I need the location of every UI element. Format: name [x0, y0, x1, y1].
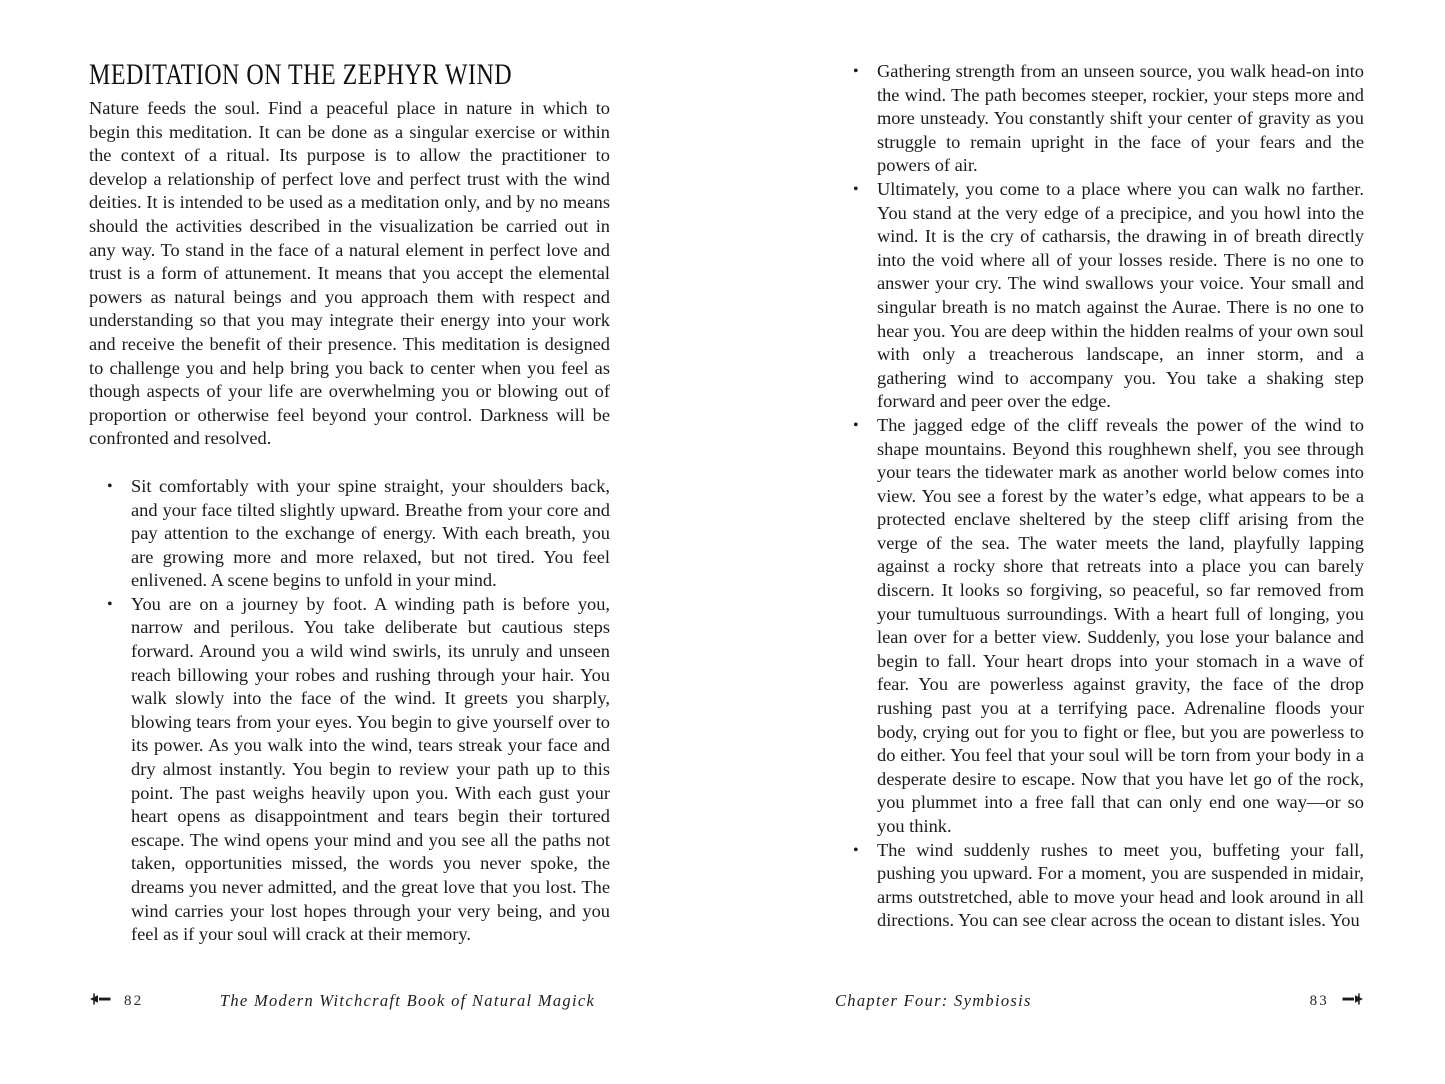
- page-number: 82: [124, 992, 144, 1009]
- bullet-dot-icon: •: [853, 63, 859, 80]
- list-item-text: You are on a journey by foot. A winding path is before you, narrow and perilous. You take deliberate but cautious steps forward. Around you a wild wind swirls, its unruly and unseen reach billowing your robes and rushing through your hair. You walk slowly into the face of the wind. It greets you sharply, blowing tears from your eyes. You begin to give yourself over to its power. As you walk into the wind, tears streak your face and dry almost instantly. You begin to review your path up to this point. The past weighs heavily upon you. With each gust your heart opens as disappointment and tears begin their tortured escape. The wind opens your mind and you see all the paths not taken, opportunities missed, the words you never spoke, the dreams you never admitted, and the great love that you lost. The wind carries your lost hopes through your very being, and you feel as if your soul will crack at their memory.: [131, 593, 610, 945]
- list-item-text: The wind suddenly rushes to meet you, buffeting your fall, pushing you upward. For a moment, you are suspended in midair, arms outstretched, able to move your head and look around in all directions. You can see clear across the ocean to distant isles. You: [877, 839, 1364, 931]
- meditation-steps-list-left: [89, 475, 610, 947]
- running-title: Chapter Four: Symbiosis: [835, 991, 1032, 1010]
- list-item: [851, 839, 1364, 933]
- list-item: [851, 60, 1364, 178]
- list-item: [105, 475, 610, 593]
- running-title: The Modern Witchcraft Book of Natural Magick: [219, 991, 596, 1010]
- list-item-text: Sit comfortably with your spine straight, your shoulders back, and your face tilted slightly upward. Breathe from your core and pay attention to the exchange of energy. With each breath, you are growing more and more relaxed, but not tired. You feel enlivened. A scene begins to unfold in your mind.: [131, 475, 610, 591]
- intro-paragraph: Nature feeds the soul. Find a peaceful place in nature in which to begin this meditation. It can be done as a singular exercise or within the context of a ritual. Its purpose is to allow the practitioner to develop a relationship of perfect love and perfect trust with the wind deities. It is intended to be used as a meditation only, and by no means should the activities described in the visualization be carried out in any way. To stand in the face of a natural element in perfect love and trust is a form of attunement. It means that you accept the elemental powers as natural beings and you approach them with respect and understanding so that you may integrate their energy into your work and receive the benefit of their presence. This meditation is designed to challenge you and help bring you back to center when you feel as though aspects of your life are overwhelming you or blowing out of proportion or otherwise feel beyond your control. Darkness will be confronted and resolved.: [89, 98, 610, 449]
- folio-group-left: [89, 993, 143, 1010]
- bullet-dot-icon: •: [853, 841, 859, 859]
- list-item-text: Ultimately, you come to a place where you can walk no farther. You stand at the very edge of a precipice, and you howl into the wind. It is the cry of catharsis, the drawing in of breath directly into the void where all of your losses reside. There is no one to answer your cry. The wind swallows your voice. Your small and singular breath is no match against the Aurae. There is no one to hear you. You are deep within the hidden realms of your own soul with only a treacherous landscape, an inner storm, and a gathering wind to accompany you. You take a shaking step forward and peer over the edge.: [877, 178, 1364, 412]
- bullet-dot-icon: •: [107, 477, 113, 495]
- dart-ornament-icon: [1342, 993, 1364, 1010]
- footer-right: [835, 990, 1364, 1012]
- bullet-dot-icon: •: [107, 595, 113, 613]
- page-number: 83: [1309, 992, 1329, 1009]
- folio-group-right: [1310, 993, 1364, 1010]
- page-title: MEDITATION ON THE ZEPHYR WIND: [89, 58, 513, 91]
- list-item: [105, 593, 610, 947]
- dart-ornament-icon: [89, 993, 111, 1010]
- list-item: [851, 414, 1364, 839]
- bullet-dot-icon: •: [853, 180, 859, 198]
- right-page: [722, 0, 1444, 1084]
- list-item-text: Gathering strength from an unseen source, you walk head-on into the wind. The path becomes steeper, rockier, your steps more and more unsteady. You constantly shift your center of gravity as you struggle to remain upright in the face of your fears and the powers of air.: [877, 61, 1364, 176]
- left-page: [0, 0, 722, 1084]
- meditation-steps-list-right: [835, 60, 1364, 933]
- bullet-dot-icon: •: [853, 416, 859, 434]
- list-item-text: The jagged edge of the cliff reveals the power of the wind to shape mountains. Beyond this roughhewn shelf, you see through your tears the tidewater mark as another world below comes into view. You see a forest by the water’s edge, what appears to be a protected enclave sheltered by the steep cliff arising from the verge of the sea. The water meets the land, playfully lapping against a rocky shore that retreats into a place you can barely discern. It looks so forgiving, so peaceful, so far removed from your tumultuous surroundings. With a heart full of longing, you lean over for a better view. Suddenly, you lose your balance and begin to fall. Your heart drops into your stomach in a wave of fear. You are powerless against gravity, the face of the drop rushing past you at a terrifying pace. Adrenaline floods your body, crying out for you to fight or flee, but you are powerless to do either. You feel that your soul will be torn from your body in a desperate desire to escape. Now that you have let go of the rock, you plummet into a free fall that can only end one way—or so you think.: [877, 414, 1364, 836]
- list-item: [851, 178, 1364, 414]
- footer-left: [89, 990, 610, 1012]
